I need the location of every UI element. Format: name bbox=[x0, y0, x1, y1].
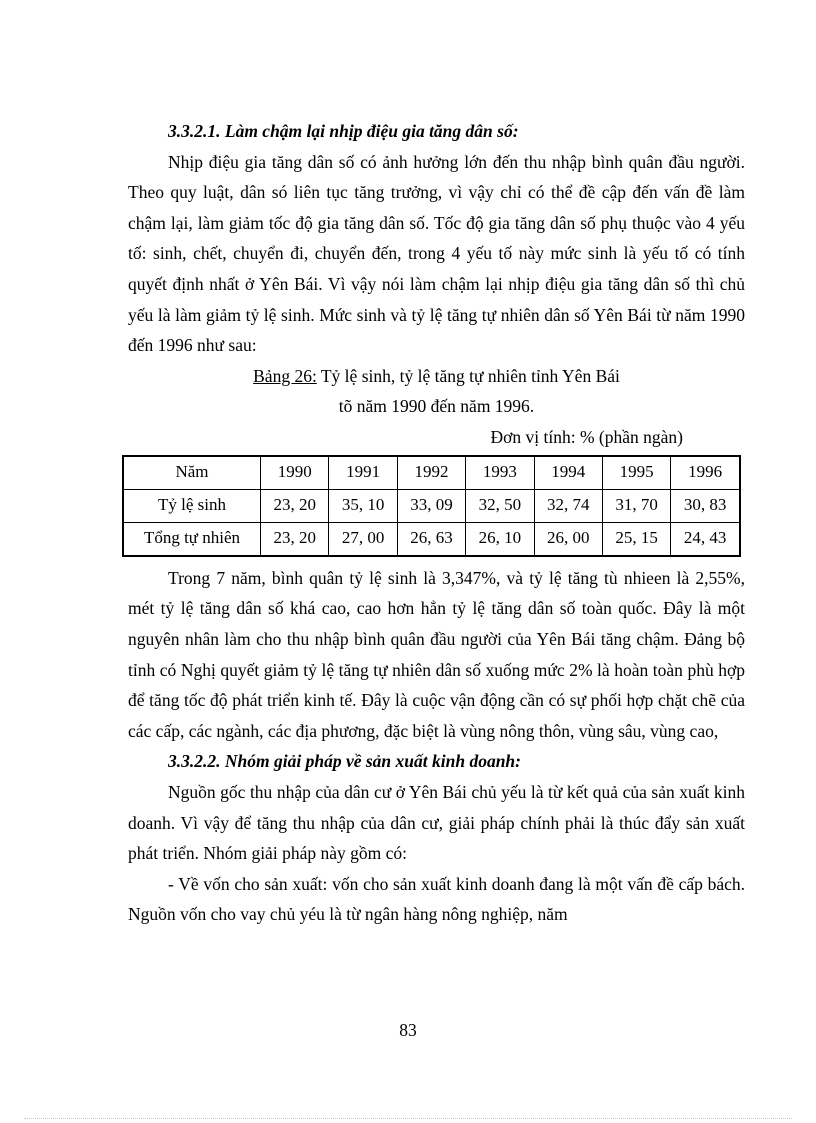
table-cell: 26, 00 bbox=[534, 522, 602, 556]
table-cell: 24, 43 bbox=[671, 522, 740, 556]
table-cell: 30, 83 bbox=[671, 489, 740, 522]
paragraph-population-growth: Nhịp điệu gia tăng dân số có ảnh hưởng lớn đến thu nhập bình quân đầu người. Theo quy luật, dân só liên tục tăng trưởng, vì vậy chỉ có thể đề cập đến vấn đề làm chậm lại, làm giảm tốc độ gia tăng dân số. Tốc độ gia tăng dân số phụ thuộc vào 4 yếu tố: sinh, chết, chuyển đi, chuyển đến, trong 4 yếu tố này mức sinh là yếu tố có tính quyết định nhất ở Yên Bái. Vì vậy nói làm chậm lại nhịp điệu gia tăng dân số thì chủ yếu là làm giảm tỷ lệ sinh. Mức sinh và tỷ lệ tăng tự nhiên dân số Yên Bái từ năm 1990 đến 1996 như sau: bbox=[128, 151, 745, 356]
table-row bbox=[123, 522, 740, 556]
table-cell: 31, 70 bbox=[602, 489, 670, 522]
table-row-label: Tỷ lệ sinh bbox=[123, 489, 261, 522]
table-cell: 23, 20 bbox=[261, 489, 329, 522]
section-heading-3-3-2-2: 3.3.2.2. Nhóm giải pháp về sản xuất kinh doanh: bbox=[168, 751, 521, 772]
table-header-year: 1994 bbox=[534, 456, 602, 490]
paragraph-capital: - Về vốn cho sản xuất: vốn cho sản xuất kinh doanh đang là một vấn đề cấp bách. Nguồn vốn cho vay chủ yéu là từ ngân hàng nông nghiệp, năm bbox=[128, 873, 745, 925]
table-cell: 33, 09 bbox=[397, 489, 465, 522]
table-header-year: 1993 bbox=[466, 456, 534, 490]
table-cell: 32, 74 bbox=[534, 489, 602, 522]
table-cell: 35, 10 bbox=[329, 489, 397, 522]
page-bottom-divider bbox=[24, 1118, 792, 1119]
table-header-year: 1990 bbox=[261, 456, 329, 490]
paragraph-income-source: Nguồn gốc thu nhập của dân cư ở Yên Bái chủ yếu là từ kết quả của sản xuất kinh doanh. Vì vậy để tăng thu nhập của dân cư, giải pháp chính phải là thúc đẩy sản xuất phát triển. Nhóm giải pháp này gồm có: bbox=[128, 781, 745, 864]
table-row bbox=[123, 489, 740, 522]
table-header-year: 1991 bbox=[329, 456, 397, 490]
table-header-row bbox=[123, 456, 740, 490]
table-caption bbox=[128, 361, 745, 391]
table-caption-label: Bảng 26: bbox=[253, 365, 317, 386]
birth-rate-table bbox=[122, 455, 741, 557]
table-header-year: 1995 bbox=[602, 456, 670, 490]
table-row-label: Tổng tự nhiên bbox=[123, 522, 261, 556]
table-header-year: 1996 bbox=[671, 456, 740, 490]
page-content bbox=[128, 116, 745, 930]
table-header-label: Năm bbox=[123, 456, 261, 490]
table-cell: 32, 50 bbox=[466, 489, 534, 522]
table-cell: 25, 15 bbox=[602, 522, 670, 556]
paragraph-growth-analysis: Trong 7 năm, bình quân tỷ lệ sinh là 3,347%, và tỷ lệ tăng tù nhieen là 2,55%, mét tỷ lệ tăng dân số khá cao, cao hơn hẳn tỷ lệ tăng dân số toàn quốc. Đây là một nguyên nhân làm cho thu nhập bình quân đầu người của Yên Bái tăng chậm. Đảng bộ tỉnh có Nghị quyết giảm tỷ lệ tăng tự nhiên dân số xuống mức 2% là hoàn toàn phù hợp để tăng tốc độ phát triển kinh tế. Đây là cuộc vận động cần có sự phối hợp chặt chẽ của các cấp, các ngành, các địa phương, đặc biệt là vùng nông thôn, vùng sâu, vùng cao, bbox=[128, 567, 745, 741]
page-number: 83 bbox=[399, 1020, 417, 1040]
table-unit: Đơn vị tính: % (phần ngàn) bbox=[490, 426, 683, 447]
table-cell: 27, 00 bbox=[329, 522, 397, 556]
table-cell: 23, 20 bbox=[261, 522, 329, 556]
section-heading-3-3-2-1: 3.3.2.1. Làm chậm lại nhịp điệu gia tăng dân số: bbox=[168, 121, 519, 141]
table-header-year: 1992 bbox=[397, 456, 465, 490]
table-caption-title: Tỷ lệ sinh, tỷ lệ tăng tự nhiên tỉnh Yên Bái bbox=[316, 365, 620, 386]
table-cell: 26, 10 bbox=[466, 522, 534, 556]
table-caption-line2: tõ năm 1990 đến năm 1996. bbox=[338, 395, 535, 416]
table-cell: 26, 63 bbox=[397, 522, 465, 556]
